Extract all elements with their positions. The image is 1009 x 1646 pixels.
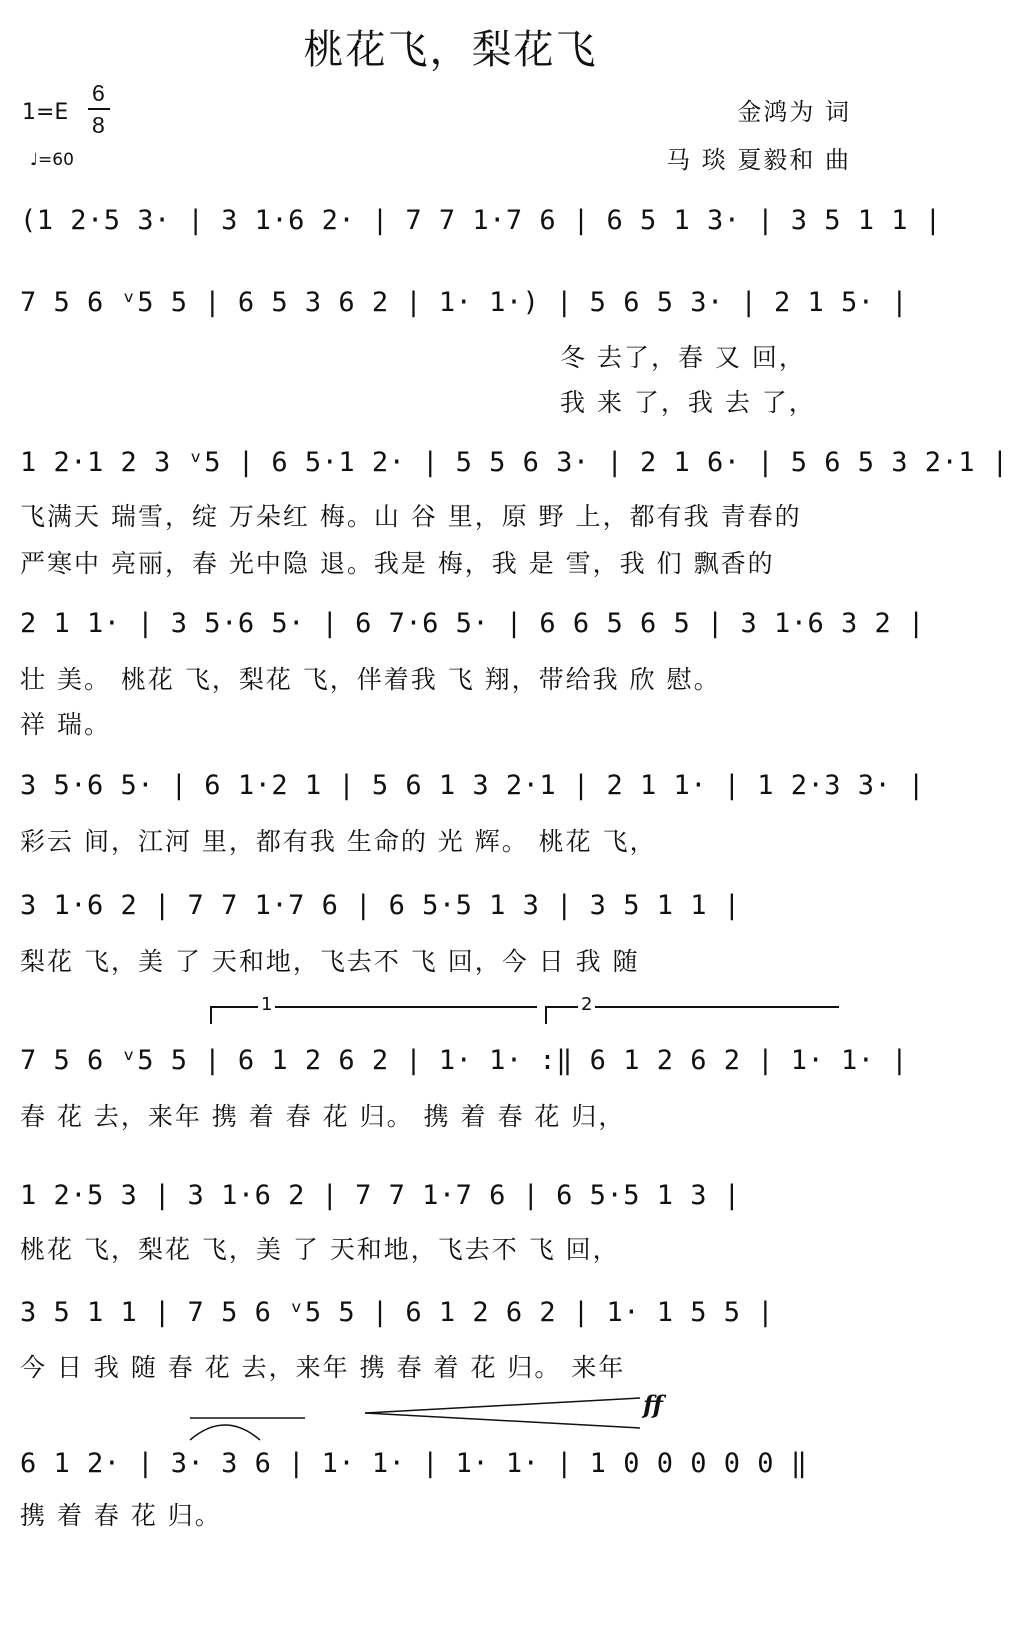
lyrics-line-3-verse-2: 严寒中 亮丽，春 光中隐 退。我是 梅，我 是 雪，我 们 飘香的 [20, 549, 775, 578]
melody-line-10: 6 1 2· | 3· 3 6 | 1· 1· | 1· 1· | 1 0 0 0 0 0 ‖ [20, 1448, 808, 1479]
tie-arc [190, 1425, 260, 1440]
key-signature: 1=E [22, 100, 69, 125]
lyrics-line-2-verse-1: 冬 去了，春 又 回， [560, 343, 806, 372]
melody-line-8: 1 2·5 3 | 3 1·6 2 | 7 7 1·7 6 | 6 5·5 1 3 | [20, 1180, 741, 1211]
lyrics-line-3-verse-1: 飞满天 瑞雪，绽 万朵红 梅。山 谷 里，原 野 上，都有我 青春的 [20, 502, 802, 531]
lyrics-line-5: 彩云 间，江河 里，都有我 生命的 光 辉。 桃花 飞， [20, 827, 657, 856]
melody-line-9: 3 5 1 1 | 7 5 6 ᵛ5 5 | 6 1 2 6 2 | 1· 1 5 5 | [20, 1297, 774, 1328]
volta-2-label: 2 [578, 994, 595, 1015]
tempo-marking: ♩=60 [30, 150, 74, 170]
lyrics-line-4-verse-2: 祥 瑞。 [20, 710, 111, 739]
melody-line-1: (1 2·5 3· | 3 1·6 2· | 7 7 1·7 6 | 6 5 1 3· | 3 5 1 1 | [20, 205, 942, 236]
lyrics-line-2-verse-2: 我 来 了，我 去 了， [560, 388, 816, 417]
lyrics-line-9: 今 日 我 随 春 花 去，来年 携 春 着 花 归。 来年 [20, 1353, 626, 1382]
crescendo-upper-line [365, 1398, 640, 1413]
page-title: 桃花飞，梨花飞 [303, 27, 598, 73]
melody-line-5: 3 5·6 5· | 6 1·2 1 | 5 6 1 3 2·1 | 2 1 1· | 1 2·3 3· | [20, 770, 925, 801]
lyrics-line-8: 桃花 飞，梨花 飞，美 了 天和地，飞去不 飞 回， [20, 1235, 620, 1264]
melody-line-2: 7 5 6 ᵛ5 5 | 6 5 3 6 2 | 1· 1·) | 5 6 5 3· | 2 1 5· | [20, 287, 909, 318]
lyrics-line-6: 梨花 飞，美 了 天和地，飞去不 飞 回，今 日 我 随 [20, 947, 640, 976]
lyrics-line-7: 春 花 去，来年 携 着 春 花 归。 携 着 春 花 归， [20, 1102, 626, 1131]
melody-line-3: 1 2·1 2 3 ᵛ5 | 6 5·1 2· | 5 5 6 3· | 2 1 6· | 5 6 5 3 2·1 | [20, 447, 1009, 478]
time-signature-top: 6 [92, 80, 105, 106]
composer-credit: 马 琰 夏毅和 曲 [666, 146, 851, 174]
melody-line-7: 7 5 6 ᵛ5 5 | 6 1 2 6 2 | 1· 1· :‖ 6 1 2 6 2 | 1· 1· | [20, 1045, 909, 1076]
crescendo-lower-line [365, 1413, 640, 1428]
melody-line-4: 2 1 1· | 3 5·6 5· | 6 7·6 5· | 6 6 5 6 5 | 3 1·6 3 2 | [20, 608, 925, 639]
lyrics-line-4-verse-1: 壮 美。 桃花 飞，梨花 飞，伴着我 飞 翔，带给我 欣 慰。 [20, 665, 721, 694]
volta-1-label: 1 [258, 994, 275, 1015]
lyricist-credit: 金鸿为 词 [737, 98, 851, 126]
lyrics-line-10: 携 着 春 花 归。 [20, 1501, 222, 1530]
time-signature-bottom: 8 [92, 112, 105, 138]
melody-line-6: 3 1·6 2 | 7 7 1·7 6 | 6 5·5 1 3 | 3 5 1 1 | [20, 890, 741, 921]
dynamic-fortissimo: ff [643, 1390, 663, 1419]
